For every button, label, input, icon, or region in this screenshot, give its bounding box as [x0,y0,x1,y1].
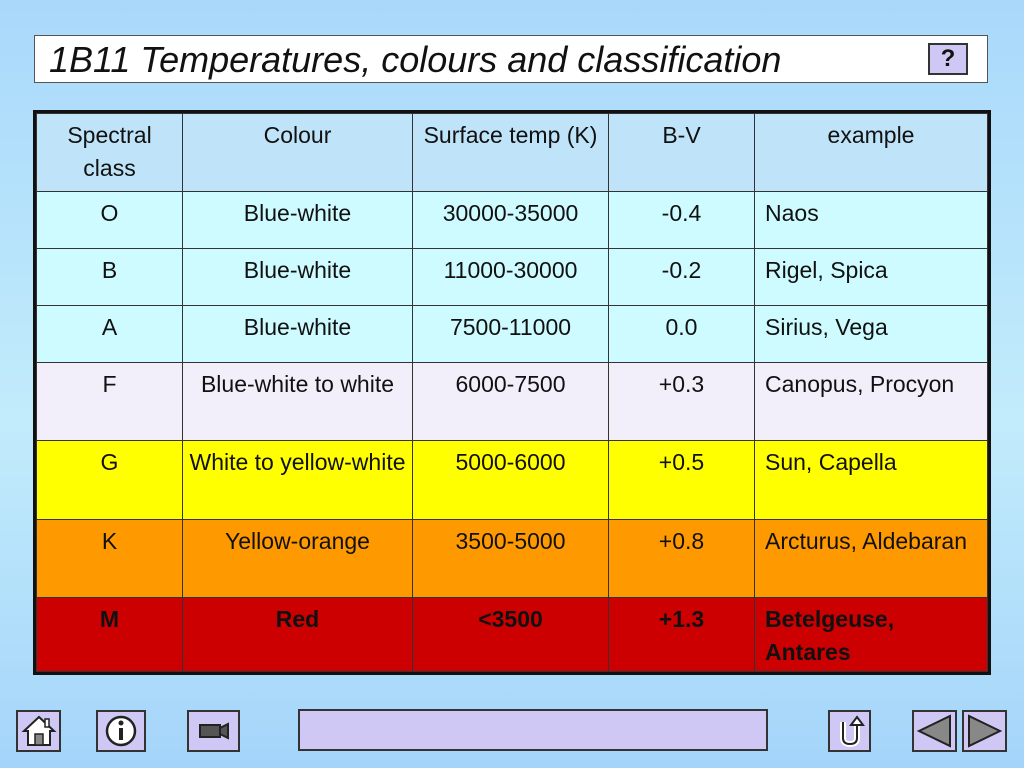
cell-temp: 5000-6000 [413,441,609,520]
cell-bv: +0.5 [609,441,755,520]
page-title: 1B11 Temperatures, colours and classification [49,39,782,80]
cell-example: Arcturus, Aldebaran [755,520,988,598]
header-surface-temp: Surface temp (K) [413,114,609,192]
cell-temp: <3500 [413,598,609,672]
return-icon [831,712,869,750]
cell-colour: Yellow-orange [183,520,413,598]
table-row [37,192,988,249]
cell-temp: 30000-35000 [413,192,609,249]
previous-button[interactable] [912,710,957,752]
return-button[interactable] [828,710,871,752]
info-button[interactable] [96,710,146,752]
cell-bv: 0.0 [609,306,755,363]
cell-colour: Blue-white [183,249,413,306]
table-row [37,249,988,306]
next-icon [964,712,1005,750]
cell-colour: Red [183,598,413,672]
cell-class: B [37,249,183,306]
cell-bv: +1.3 [609,598,755,672]
cell-example: Betelgeuse, Antares [755,598,988,672]
video-camera-icon [190,712,238,750]
cell-example: Canopus, Procyon [755,363,988,441]
header-spectral-class: Spectral class [37,114,183,192]
cell-class: O [37,192,183,249]
spectral-class-table [36,113,988,672]
cell-colour: Blue-white [183,306,413,363]
table-header-row [37,114,988,192]
cell-example: Sirius, Vega [755,306,988,363]
table-row [37,363,988,441]
home-button[interactable] [16,710,61,752]
cell-colour: Blue-white to white [183,363,413,441]
home-icon [19,712,59,750]
question-mark-icon: ? [940,45,956,72]
table-row [37,520,988,598]
cell-example: Naos [755,192,988,249]
cell-bv: +0.3 [609,363,755,441]
cell-class: F [37,363,183,441]
header-example: example [755,114,988,192]
cell-class: A [37,306,183,363]
title-bar [34,35,988,83]
cell-example: Sun, Capella [755,441,988,520]
previous-icon [914,712,955,750]
cell-temp: 11000-30000 [413,249,609,306]
info-icon [99,712,143,750]
header-b-v: B-V [609,114,755,192]
cell-bv: +0.8 [609,520,755,598]
status-bar [298,709,768,751]
cell-colour: Blue-white [183,192,413,249]
cell-class: K [37,520,183,598]
cell-temp: 7500-11000 [413,306,609,363]
cell-temp: 6000-7500 [413,363,609,441]
next-button[interactable] [962,710,1007,752]
cell-bv: -0.4 [609,192,755,249]
header-colour: Colour [183,114,413,192]
cell-example: Rigel, Spica [755,249,988,306]
cell-colour: White to yellow-white [183,441,413,520]
cell-class: G [37,441,183,520]
cell-class: M [37,598,183,672]
help-button[interactable] [928,43,968,75]
table-row [37,598,988,672]
video-button[interactable] [187,710,240,752]
cell-bv: -0.2 [609,249,755,306]
table-row [37,441,988,520]
cell-temp: 3500-5000 [413,520,609,598]
spectral-class-table-container [33,110,991,675]
table-row [37,306,988,363]
